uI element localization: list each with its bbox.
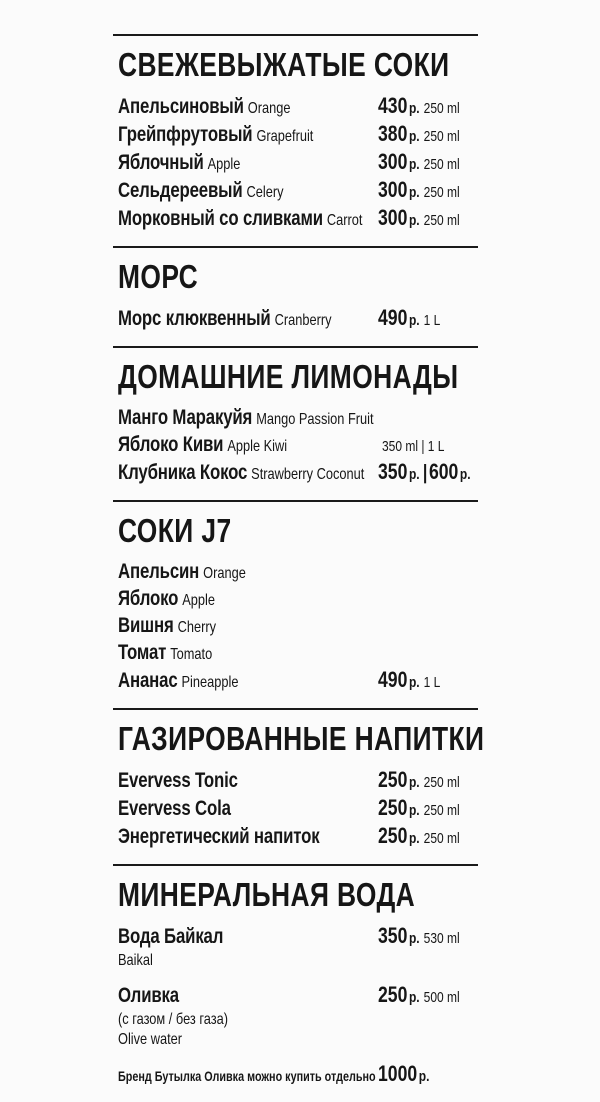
item-name-en: Orange xyxy=(203,565,246,582)
item-price-group xyxy=(378,93,460,119)
volume-label: 500 ml xyxy=(423,989,460,1006)
item-name-line xyxy=(118,206,378,233)
currency-label: р. xyxy=(408,156,420,173)
volume-label: 250 ml xyxy=(423,830,460,847)
price-amount: 300 xyxy=(378,205,408,230)
item-name-line xyxy=(118,640,378,667)
currency-label: р. xyxy=(408,212,420,229)
currency-label: р. xyxy=(408,100,420,117)
item-subtitle xyxy=(118,1010,378,1030)
item-price-cell xyxy=(378,121,473,147)
item-price-cell xyxy=(378,667,473,693)
item-name-group xyxy=(118,983,179,1010)
menu-item-row xyxy=(118,613,473,640)
section-title-text: СОКИ J7 xyxy=(118,512,232,549)
item-name-line xyxy=(118,668,378,695)
item-name: Вода Байкал xyxy=(118,925,224,948)
volume-label: 250 ml xyxy=(423,128,460,145)
item-name-group xyxy=(118,432,287,459)
item-name: Апельсиновый xyxy=(118,95,244,118)
menu-item-row xyxy=(118,149,473,177)
price-amount: 350 xyxy=(378,923,408,948)
item-price-group xyxy=(378,982,460,1008)
item-name-line xyxy=(118,405,378,432)
item-name: Морковный со сливками xyxy=(118,207,323,230)
item-name-en: Celery xyxy=(246,184,284,201)
item-name-group xyxy=(118,924,223,951)
price-amount: 490 xyxy=(378,667,408,692)
item-subtitle-text: Olive water xyxy=(118,1031,183,1048)
section-title xyxy=(118,258,473,295)
item-name-cell xyxy=(118,94,378,121)
item-price-cell xyxy=(378,1061,473,1087)
section-title-text: ГАЗИРОВАННЫЕ НАПИТКИ xyxy=(118,720,485,757)
section-title xyxy=(118,358,473,395)
menu-item-row xyxy=(118,640,473,667)
menu-item-row xyxy=(118,923,473,971)
item-price-cell xyxy=(378,823,473,849)
item-price-group xyxy=(378,767,460,793)
menu-item-row xyxy=(118,459,473,487)
item-name-cell xyxy=(118,640,378,667)
item-price-group xyxy=(378,459,471,485)
item-name-group xyxy=(118,613,216,640)
item-name-line xyxy=(118,122,378,149)
item-name-cell xyxy=(118,1064,378,1089)
item-subtitle xyxy=(118,951,378,971)
menu xyxy=(113,34,485,1102)
item-name-group xyxy=(118,668,238,695)
item-name-line xyxy=(118,1064,378,1089)
menu-item-row xyxy=(118,795,473,823)
item-name: Грейпфрутовый xyxy=(118,123,253,146)
item-name-line xyxy=(118,824,378,851)
item-subtitle-text: Baikal xyxy=(118,952,153,969)
currency-label: р. xyxy=(408,128,420,145)
menu-item-row xyxy=(118,432,473,459)
item-name-cell xyxy=(118,824,378,851)
item-price-cell xyxy=(378,767,473,793)
item-price-group xyxy=(378,795,460,821)
item-name-en: Cherry xyxy=(177,619,217,636)
price-amount: 250 xyxy=(378,823,408,848)
volume-label: 250 ml xyxy=(423,184,460,201)
menu-item-row xyxy=(118,559,473,586)
item-name-group xyxy=(118,122,313,149)
item-name-cell xyxy=(118,559,378,586)
menu-item-row xyxy=(118,305,473,333)
price-separator: | xyxy=(422,462,428,484)
item-price-cell xyxy=(378,177,473,203)
item-name: Вишня xyxy=(118,614,174,637)
item-price-group xyxy=(378,177,460,203)
section-title-text: МОРС xyxy=(118,258,199,295)
section-title xyxy=(118,46,473,83)
price-amount: 300 xyxy=(378,149,408,174)
item-name-line xyxy=(118,559,378,586)
item-name-line xyxy=(118,983,378,1010)
item-name-en: Apple Kiwi xyxy=(227,438,288,455)
item-name-group xyxy=(118,1064,376,1089)
item-name-group xyxy=(118,640,212,667)
volume-label: 530 ml xyxy=(423,930,460,947)
item-price-cell xyxy=(378,438,473,456)
item-name: Энергетический напиток xyxy=(118,825,320,848)
currency-label: р. xyxy=(408,930,420,947)
item-name-cell xyxy=(118,178,378,205)
item-name-line xyxy=(118,178,378,205)
price-amount: 250 xyxy=(378,982,408,1007)
item-price-group xyxy=(378,1061,429,1087)
item-name-cell xyxy=(118,432,378,459)
menu-section xyxy=(113,348,478,500)
item-name: Ананас xyxy=(118,669,178,692)
section-title-text: МИНЕРАЛЬНАЯ ВОДА xyxy=(118,876,416,913)
item-name-line xyxy=(118,306,378,333)
item-name-line xyxy=(118,460,378,487)
section-title-text: ДОМАШНИЕ ЛИМОНАДЫ xyxy=(118,358,459,395)
item-name-cell xyxy=(118,613,378,640)
section-title xyxy=(118,720,485,757)
menu-item-row xyxy=(118,93,473,121)
price-amount: 490 xyxy=(378,305,408,330)
item-name-line xyxy=(118,924,378,951)
price-amount: 380 xyxy=(378,121,408,146)
volume-label: 250 ml xyxy=(423,156,460,173)
item-name-group xyxy=(118,306,332,333)
item-name: Оливка xyxy=(118,984,179,1007)
item-price-group xyxy=(378,121,460,147)
item-price-cell xyxy=(378,205,473,231)
item-name-line xyxy=(118,150,378,177)
item-name-group xyxy=(118,824,319,851)
item-name-cell xyxy=(118,306,378,333)
menu-section xyxy=(113,710,485,864)
item-name-line xyxy=(118,94,378,121)
menu-item-row xyxy=(118,982,473,1050)
item-name: Апельсин xyxy=(118,560,200,583)
item-name-en: Apple xyxy=(182,592,215,609)
item-name-line xyxy=(118,586,378,613)
item-name-cell xyxy=(118,122,378,149)
item-price-group xyxy=(378,305,440,331)
item-name-en: Strawberry Coconut xyxy=(251,466,365,483)
menu-item-row xyxy=(118,1061,473,1089)
currency-label: р. xyxy=(408,184,420,201)
item-name-group xyxy=(118,460,364,487)
item-name-group xyxy=(118,796,231,823)
price-amount: 350 xyxy=(378,459,408,484)
item-name-cell xyxy=(118,796,378,823)
volume-label: 350 ml | 1 L xyxy=(382,438,445,455)
menu-section xyxy=(113,866,478,1102)
item-name-line xyxy=(118,796,378,823)
price-amount: 430 xyxy=(378,93,408,118)
item-name-group xyxy=(118,559,246,586)
item-name-en: Mango Passion Fruit xyxy=(256,411,374,428)
item-name: Evervess Tonic xyxy=(118,769,238,792)
price-amount: 250 xyxy=(378,795,408,820)
item-name: Томат xyxy=(118,641,167,664)
item-name: Бренд Бутылка Оливка можно купить отдельно xyxy=(118,1069,376,1084)
item-price-group xyxy=(378,205,460,231)
currency-label: р. xyxy=(408,466,420,483)
currency-label: р. xyxy=(408,774,420,791)
item-name: Яблоко Киви xyxy=(118,433,224,456)
item-price-group xyxy=(378,923,460,949)
item-name: Клубника Кокос xyxy=(118,461,248,484)
price-amount: 300 xyxy=(378,177,408,202)
item-name-line xyxy=(118,768,378,795)
item-price-group xyxy=(378,438,444,456)
volume-label: 1 L xyxy=(423,312,441,329)
item-price-cell xyxy=(378,982,473,1008)
item-name-cell xyxy=(118,924,378,971)
item-name-cell xyxy=(118,460,378,487)
item-price-cell xyxy=(378,795,473,821)
menu-item-row xyxy=(118,205,473,233)
item-name-line xyxy=(118,613,378,640)
item-name: Яблочный xyxy=(118,151,204,174)
item-name: Яблоко xyxy=(118,587,179,610)
item-name-cell xyxy=(118,206,378,233)
currency-label: р. xyxy=(459,466,471,483)
item-price-cell xyxy=(378,305,473,331)
menu-item-row xyxy=(118,121,473,149)
item-name-group xyxy=(118,405,374,432)
item-name-en: Pineapple xyxy=(181,674,239,691)
item-name-cell xyxy=(118,586,378,613)
currency-label: р. xyxy=(408,989,420,1006)
section-title xyxy=(118,512,473,549)
item-name: Морс клюквенный xyxy=(118,307,271,330)
volume-label: 250 ml xyxy=(423,100,460,117)
price-amount: 250 xyxy=(378,767,408,792)
item-name: Сельдереевый xyxy=(118,179,243,202)
item-name: Манго Маракуйя xyxy=(118,406,253,429)
menu-item-row xyxy=(118,405,473,432)
menu-item-row xyxy=(118,667,473,695)
item-name-group xyxy=(118,586,215,613)
item-subtitle xyxy=(118,1030,378,1050)
item-name-cell xyxy=(118,768,378,795)
currency-label: р. xyxy=(408,802,420,819)
currency-label: р. xyxy=(408,312,420,329)
menu-item-row xyxy=(118,177,473,205)
item-price-cell xyxy=(378,149,473,175)
menu-item-row xyxy=(118,823,473,851)
menu-item-row xyxy=(118,767,473,795)
menu-section xyxy=(113,502,478,708)
price-amount: 1000 xyxy=(378,1061,418,1086)
item-price-cell xyxy=(378,459,473,485)
menu-section xyxy=(113,36,478,246)
item-name-en: Orange xyxy=(247,100,291,117)
item-name-en: Apple xyxy=(207,156,241,173)
item-name-line xyxy=(118,432,378,459)
currency-label: р. xyxy=(408,830,420,847)
item-name-cell xyxy=(118,150,378,177)
item-price-cell xyxy=(378,923,473,949)
volume-label: 250 ml xyxy=(423,212,460,229)
item-name-en: Carrot xyxy=(326,212,363,229)
item-name-cell xyxy=(118,983,378,1050)
item-name-en: Cranberry xyxy=(274,312,332,329)
item-name-cell xyxy=(118,405,378,432)
item-name-group xyxy=(118,768,238,795)
section-title xyxy=(118,876,473,913)
menu-section xyxy=(113,248,478,346)
item-subtitle-text: (с газом / без газа) xyxy=(118,1011,228,1028)
item-name-en: Tomato xyxy=(170,646,213,663)
volume-label: 1 L xyxy=(423,674,441,691)
currency-label: р. xyxy=(408,674,420,691)
item-name: Evervess Cola xyxy=(118,797,231,820)
item-name-group xyxy=(118,206,362,233)
item-name-en: Grapefruit xyxy=(256,128,314,145)
volume-label: 250 ml xyxy=(423,774,460,791)
item-price-group xyxy=(378,823,460,849)
currency-label: р. xyxy=(418,1068,430,1085)
item-name-group xyxy=(118,94,290,121)
volume-label: 250 ml xyxy=(423,802,460,819)
item-price-cell xyxy=(378,93,473,119)
item-name-cell xyxy=(118,668,378,695)
menu-item-row xyxy=(118,586,473,613)
item-price-group xyxy=(378,667,440,693)
item-name-group xyxy=(118,178,284,205)
section-title-text: СВЕЖЕВЫЖАТЫЕ СОКИ xyxy=(118,46,450,83)
price-amount: 600 xyxy=(428,459,459,484)
item-price-group xyxy=(378,149,460,175)
item-name-group xyxy=(118,150,240,177)
